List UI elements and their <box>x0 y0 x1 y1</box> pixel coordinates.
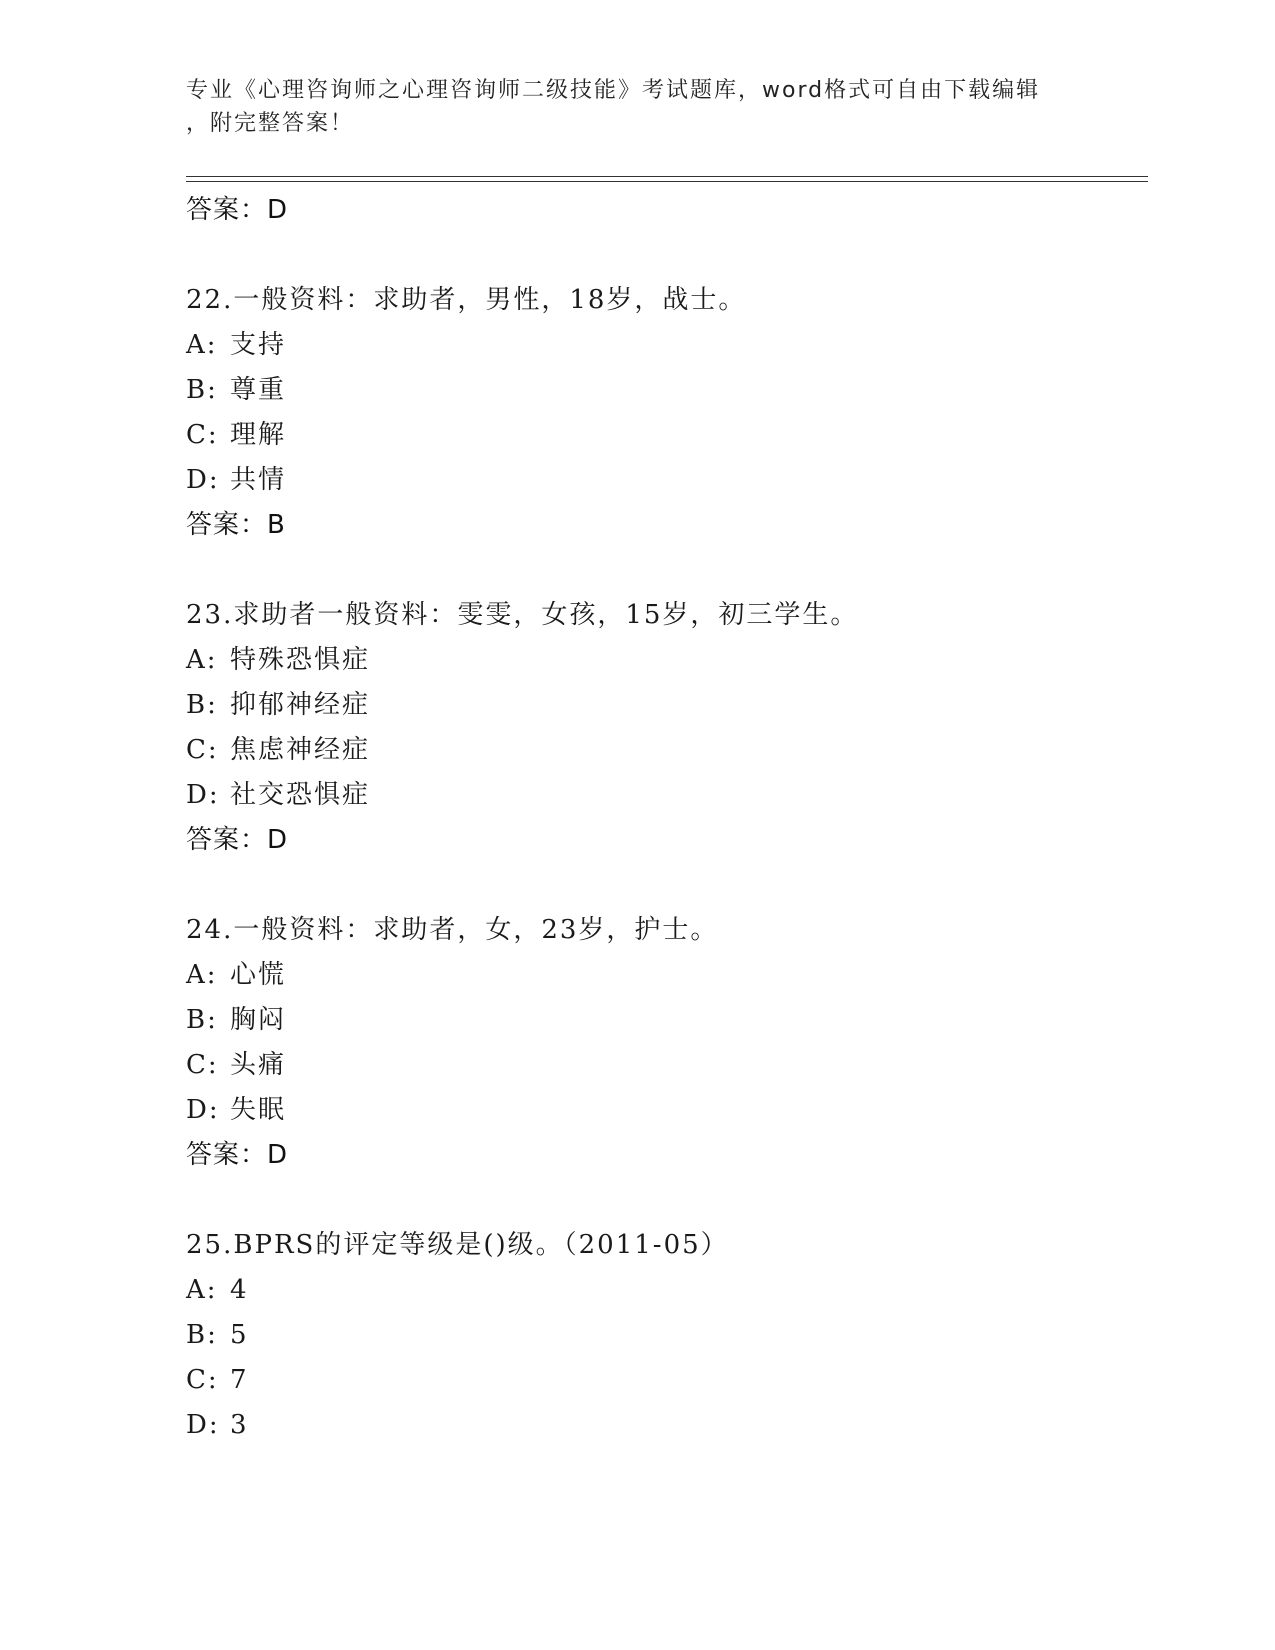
option-a <box>186 953 1148 998</box>
question-block <box>186 278 1148 548</box>
question-stem: 24.一般资料：求助者，女，23岁，护士。 <box>186 915 719 945</box>
option-text: 尊重 <box>230 375 287 405</box>
option-text: 心慌 <box>230 960 287 990</box>
option-letter: B: <box>186 1005 218 1035</box>
option-letter: C: <box>186 735 219 765</box>
option-a <box>186 1268 1148 1313</box>
option-letter: A: <box>186 645 218 675</box>
option-text: 胸闷 <box>230 1005 287 1035</box>
option-b <box>186 683 1148 728</box>
option-letter: D: <box>186 1410 220 1440</box>
header-divider-top <box>186 176 1148 177</box>
option-letter: C: <box>186 1365 219 1395</box>
option-d <box>186 773 1148 818</box>
option-letter: C: <box>186 1050 219 1080</box>
option-letter: A: <box>186 330 218 360</box>
option-b <box>186 1313 1148 1358</box>
option-d <box>186 458 1148 503</box>
option-c <box>186 413 1148 458</box>
option-letter: B: <box>186 1320 218 1350</box>
question-stem: 25.BPRS的评定等级是()级。（2011-05） <box>186 1230 729 1260</box>
option-a <box>186 638 1148 683</box>
option-c <box>186 728 1148 773</box>
option-letter: B: <box>186 375 218 405</box>
option-b <box>186 998 1148 1043</box>
answer-line: 答案：D <box>186 195 289 225</box>
option-text: 社交恐惧症 <box>230 780 371 810</box>
option-a <box>186 323 1148 368</box>
option-letter: A: <box>186 960 218 990</box>
option-text: 4 <box>230 1275 249 1305</box>
option-letter: B: <box>186 690 218 720</box>
option-letter: D: <box>186 1095 220 1125</box>
question-block <box>186 593 1148 863</box>
option-text: 抑郁神经症 <box>230 690 371 720</box>
question-stem: 23.求助者一般资料：雯雯，女孩，15岁，初三学生。 <box>186 600 859 630</box>
option-d <box>186 1088 1148 1133</box>
option-d <box>186 1403 1148 1448</box>
option-c <box>186 1358 1148 1403</box>
question-list <box>186 188 1148 1448</box>
option-c <box>186 1043 1148 1088</box>
option-letter: A: <box>186 1275 218 1305</box>
answer-line: 答案：D <box>186 1140 289 1170</box>
option-text: 特殊恐惧症 <box>230 645 371 675</box>
header-title-line: 专业《心理咨询师之心理咨询师二级技能》考试题库，word格式可自由下载编辑 <box>186 78 1041 103</box>
option-text: 头痛 <box>230 1050 287 1080</box>
option-text: 焦虑神经症 <box>230 735 371 765</box>
option-letter: D: <box>186 465 220 495</box>
question-stem: 22.一般资料：求助者，男性，18岁，战士。 <box>186 285 747 315</box>
option-text: 7 <box>230 1365 249 1395</box>
header-subtitle-line: ，附完整答案！ <box>186 111 355 136</box>
question-block <box>186 1223 1148 1448</box>
option-b <box>186 368 1148 413</box>
option-text: 3 <box>230 1410 249 1440</box>
question-block <box>186 908 1148 1178</box>
document-header <box>186 74 1066 140</box>
option-text: 5 <box>230 1320 249 1350</box>
option-text: 支持 <box>230 330 287 360</box>
option-text: 共情 <box>230 465 287 495</box>
answer-line: 答案：D <box>186 825 289 855</box>
option-letter: C: <box>186 420 219 450</box>
header-divider-bottom <box>186 181 1148 182</box>
answer-line: 答案：B <box>186 510 286 540</box>
option-text: 理解 <box>230 420 287 450</box>
option-letter: D: <box>186 780 220 810</box>
option-text: 失眠 <box>230 1095 287 1125</box>
